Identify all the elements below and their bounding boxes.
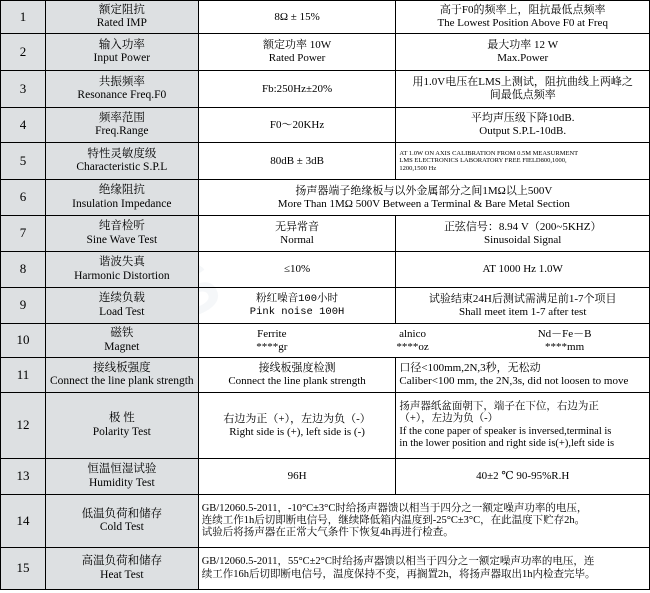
spec-line: Max.Power bbox=[497, 52, 549, 64]
magnet-option bbox=[396, 328, 428, 353]
condition-cell bbox=[198, 34, 396, 71]
condition-line: 接线板强度检测 bbox=[258, 362, 336, 375]
item-name-zh: 特性灵敏度级 bbox=[87, 147, 157, 160]
item-name bbox=[45, 71, 198, 108]
magnet-weight: ****gr bbox=[256, 340, 288, 353]
spec-line: LMS ELECTRONICS LABORATORY FREE FIELD800,1000, bbox=[399, 157, 567, 165]
item-name bbox=[45, 548, 198, 590]
spec-line: 续工作16h后切即断电信号，温度保持不变，再搁置2h，将扬声器取出1h内检查完毕。 bbox=[201, 568, 596, 580]
magnet-options-cell bbox=[198, 324, 649, 358]
condition-cell bbox=[198, 143, 396, 180]
condition-cell bbox=[198, 1, 396, 34]
magnet-name: Nd－Fe－B bbox=[537, 327, 592, 340]
condition-line: Connect the line plank strength bbox=[228, 375, 366, 387]
table-row bbox=[1, 71, 650, 108]
spec-cell bbox=[396, 459, 650, 495]
spec-line: Output S.P.L-10dB. bbox=[479, 125, 567, 137]
condition-line: F0～20KHz bbox=[269, 118, 325, 131]
item-name-zh: 共振频率 bbox=[98, 75, 145, 88]
row-number: 2 bbox=[1, 34, 46, 71]
spec-line: If the cone paper of speaker is inversed,terminal is bbox=[399, 425, 612, 437]
item-name-en: Sine Wave Test bbox=[86, 233, 158, 246]
item-name-en: Humidity Test bbox=[88, 476, 155, 489]
item-name-zh: 低温负荷和储存 bbox=[81, 507, 163, 520]
condition-line: 粉红噪音100小时 bbox=[256, 293, 339, 306]
spec-cell bbox=[396, 358, 650, 393]
spec-line: 间最低点频率 bbox=[489, 89, 556, 101]
condition-line: Pink noise 100H bbox=[249, 305, 345, 318]
item-name-zh: 磁铁 bbox=[110, 327, 134, 340]
item-name bbox=[45, 143, 198, 180]
row-number: 10 bbox=[1, 324, 46, 358]
table-row bbox=[1, 393, 650, 459]
item-name-zh: 极 性 bbox=[108, 412, 135, 425]
table-row bbox=[1, 143, 650, 180]
magnet-name: Ferrite bbox=[257, 327, 287, 340]
item-name bbox=[45, 216, 198, 252]
magnet-option bbox=[538, 328, 592, 353]
spec-line: 扬声器端子绝缘板与以外金属部分之间1MΩ以上500V bbox=[295, 184, 553, 197]
spec-line: in the lower position and right side is(+),left side is bbox=[399, 437, 615, 449]
spec-cell bbox=[396, 71, 650, 108]
item-name bbox=[45, 495, 198, 548]
magnet-weight: ****mm bbox=[545, 340, 585, 353]
row-number: 7 bbox=[1, 216, 46, 252]
table-row bbox=[1, 288, 650, 324]
spec-line: 试验后将扬声器在正常大气条件下恢复4h再进行检查。 bbox=[201, 527, 454, 539]
row-number: 13 bbox=[1, 459, 46, 495]
table-row bbox=[1, 495, 650, 548]
spec-line: 40±2 ℃ 90-95%R.H bbox=[476, 470, 570, 483]
condition-cell bbox=[198, 393, 396, 459]
table-row bbox=[1, 459, 650, 495]
spec-cell bbox=[396, 216, 650, 252]
spec-line: GB/12060.5-2011，-10°C±3°C时给扬声器馈以相当于四分之一额定噪声功率的电压， bbox=[201, 502, 588, 514]
table-row bbox=[1, 358, 650, 393]
item-name-zh: 绝缘阻抗 bbox=[98, 184, 145, 197]
item-name bbox=[45, 252, 198, 288]
item-name bbox=[45, 324, 198, 358]
row-number: 12 bbox=[1, 393, 46, 459]
condition-line: 额定功率 10W bbox=[262, 39, 332, 52]
table-row bbox=[1, 108, 650, 143]
item-name bbox=[45, 459, 198, 495]
item-name bbox=[45, 288, 198, 324]
spec-line: 最大功率 12 W bbox=[487, 39, 559, 52]
magnet-option bbox=[256, 328, 287, 353]
magnet-weight: ****oz bbox=[396, 340, 429, 353]
spec-line: AT 1.0W ON AXIS CALIBRATION FROM 0.5M MEASURMENT bbox=[399, 149, 579, 157]
item-name-en: Cold Test bbox=[99, 521, 144, 533]
spec-line: 连续工作1h后切即断电信号，继续降低箱内温度到-25°C±3°C，在此温度下贮存2h。 bbox=[201, 514, 586, 526]
spec-line: Sinusoidal Signal bbox=[484, 233, 562, 246]
item-name bbox=[45, 393, 198, 459]
condition-cell bbox=[198, 358, 396, 393]
item-name-en: Connect the line plank strength bbox=[49, 375, 194, 387]
item-name bbox=[45, 1, 198, 34]
table-row bbox=[1, 548, 650, 590]
item-name bbox=[45, 108, 198, 143]
row-number: 1 bbox=[1, 1, 46, 34]
row-number: 4 bbox=[1, 108, 46, 143]
spec-cell bbox=[396, 252, 650, 288]
spec-line: The Lowest Position Above F0 at Freq bbox=[437, 17, 608, 29]
spec-line: More Than 1MΩ 500V Between a Terminal & Bare Metal Section bbox=[277, 197, 570, 210]
spec-cell bbox=[396, 34, 650, 71]
item-name-en: Input Power bbox=[93, 52, 151, 64]
item-name-zh: 谐波失真 bbox=[98, 256, 145, 269]
condition-cell bbox=[198, 108, 396, 143]
condition-line: 右边为正（+），左边为负（-） bbox=[223, 412, 371, 425]
table-row bbox=[1, 216, 650, 252]
spec-line: 扬声器纸盆面朝下，端子在下位，右边为正 bbox=[399, 401, 599, 413]
merged-spec-cell bbox=[198, 495, 649, 548]
merged-spec-cell bbox=[198, 180, 649, 216]
row-number: 14 bbox=[1, 495, 46, 548]
item-name-en: Rated IMP bbox=[96, 17, 147, 29]
spec-cell bbox=[396, 393, 650, 459]
condition-cell bbox=[198, 252, 396, 288]
condition-line: 80dB ± 3dB bbox=[270, 154, 324, 167]
spec-line: AT 1000 Hz 1.0W bbox=[482, 263, 563, 276]
spec-cell bbox=[396, 108, 650, 143]
item-name-en: Freq.Range bbox=[95, 125, 149, 137]
item-name-zh: 恒温恒湿试验 bbox=[87, 463, 157, 476]
row-number: 11 bbox=[1, 358, 46, 393]
item-name-zh: 接线板强度 bbox=[93, 361, 151, 374]
spec-line: 高于F0的频率上，阻抗最低点频率 bbox=[439, 4, 606, 17]
item-name bbox=[45, 34, 198, 71]
row-number: 6 bbox=[1, 180, 46, 216]
condition-line: Right side is (+), left side is (-) bbox=[229, 425, 365, 438]
table-row bbox=[1, 34, 650, 71]
condition-cell bbox=[198, 216, 396, 252]
spec-cell bbox=[396, 1, 650, 34]
row-number: 9 bbox=[1, 288, 46, 324]
item-name-en: Magnet bbox=[104, 340, 140, 353]
item-name-zh: 连续负载 bbox=[98, 292, 145, 305]
condition-cell bbox=[198, 459, 396, 495]
item-name bbox=[45, 358, 198, 393]
item-name-zh: 输入功率 bbox=[98, 38, 145, 51]
row-number: 5 bbox=[1, 143, 46, 180]
spec-line: GB/12060.5-2011，55°C±2°C时给扬声器馈以相当于四分之一额定噪声功率的电压，连 bbox=[201, 556, 595, 568]
item-name-en: Resonance Freq.F0 bbox=[77, 89, 167, 101]
condition-line: Normal bbox=[280, 233, 314, 246]
row-number: 3 bbox=[1, 71, 46, 108]
item-name-en: Insulation Impedance bbox=[72, 197, 172, 210]
item-name-zh: 频率范围 bbox=[98, 111, 145, 124]
spec-line: 试验结束24H后测试需满足前1-7个项目 bbox=[428, 292, 617, 305]
spec-cell bbox=[396, 288, 650, 324]
spec-line: 1200,1500 Hz bbox=[399, 164, 437, 172]
spec-line: （+），左边为负（-） bbox=[399, 413, 499, 425]
item-name-en: Characteristic S.P.L bbox=[76, 161, 168, 173]
spec-line: 用1.0V电压在LMS上测试，阻抗曲线上两峰之 bbox=[412, 76, 633, 89]
row-number: 8 bbox=[1, 252, 46, 288]
table-row bbox=[1, 252, 650, 288]
condition-cell bbox=[198, 288, 396, 324]
item-name bbox=[45, 180, 198, 216]
item-name-zh: 额定阻抗 bbox=[98, 3, 145, 16]
item-name-en: Load Test bbox=[99, 305, 145, 318]
condition-line: Rated Power bbox=[268, 52, 326, 64]
condition-line: 96H bbox=[287, 470, 307, 483]
spec-line: Caliber<100 mm, the 2N,3s, did not loosen to move bbox=[399, 375, 629, 387]
condition-line: Fb:250Hz±20% bbox=[261, 82, 333, 95]
item-name-en: Heat Test bbox=[100, 568, 144, 581]
spec-line: 正弦信号：8.94 V（200~5KHZ） bbox=[443, 220, 602, 233]
condition-line: 无异常音 bbox=[275, 220, 320, 233]
item-name-zh: 高温负荷和储存 bbox=[81, 555, 163, 568]
item-name-en: Polarity Test bbox=[92, 425, 151, 438]
spec-cell bbox=[396, 143, 650, 180]
spec-line: Shall meet item 1-7 after test bbox=[459, 305, 587, 318]
spec-line: 平均声压级下降10dB. bbox=[470, 112, 575, 125]
row-number: 15 bbox=[1, 548, 46, 590]
table-row bbox=[1, 324, 650, 358]
magnet-name: alnico bbox=[399, 327, 426, 340]
item-name-zh: 纯音检听 bbox=[98, 220, 145, 233]
table-row bbox=[1, 1, 650, 34]
spec-line: 口径<100mm,2N,3秒，无松动 bbox=[399, 362, 541, 375]
table-row bbox=[1, 180, 650, 216]
condition-cell bbox=[198, 71, 396, 108]
condition-line: 8Ω ± 15% bbox=[274, 10, 320, 23]
condition-line: ≤10% bbox=[283, 263, 311, 276]
merged-spec-cell bbox=[198, 548, 649, 590]
item-name-en: Harmonic Distortion bbox=[74, 269, 170, 282]
